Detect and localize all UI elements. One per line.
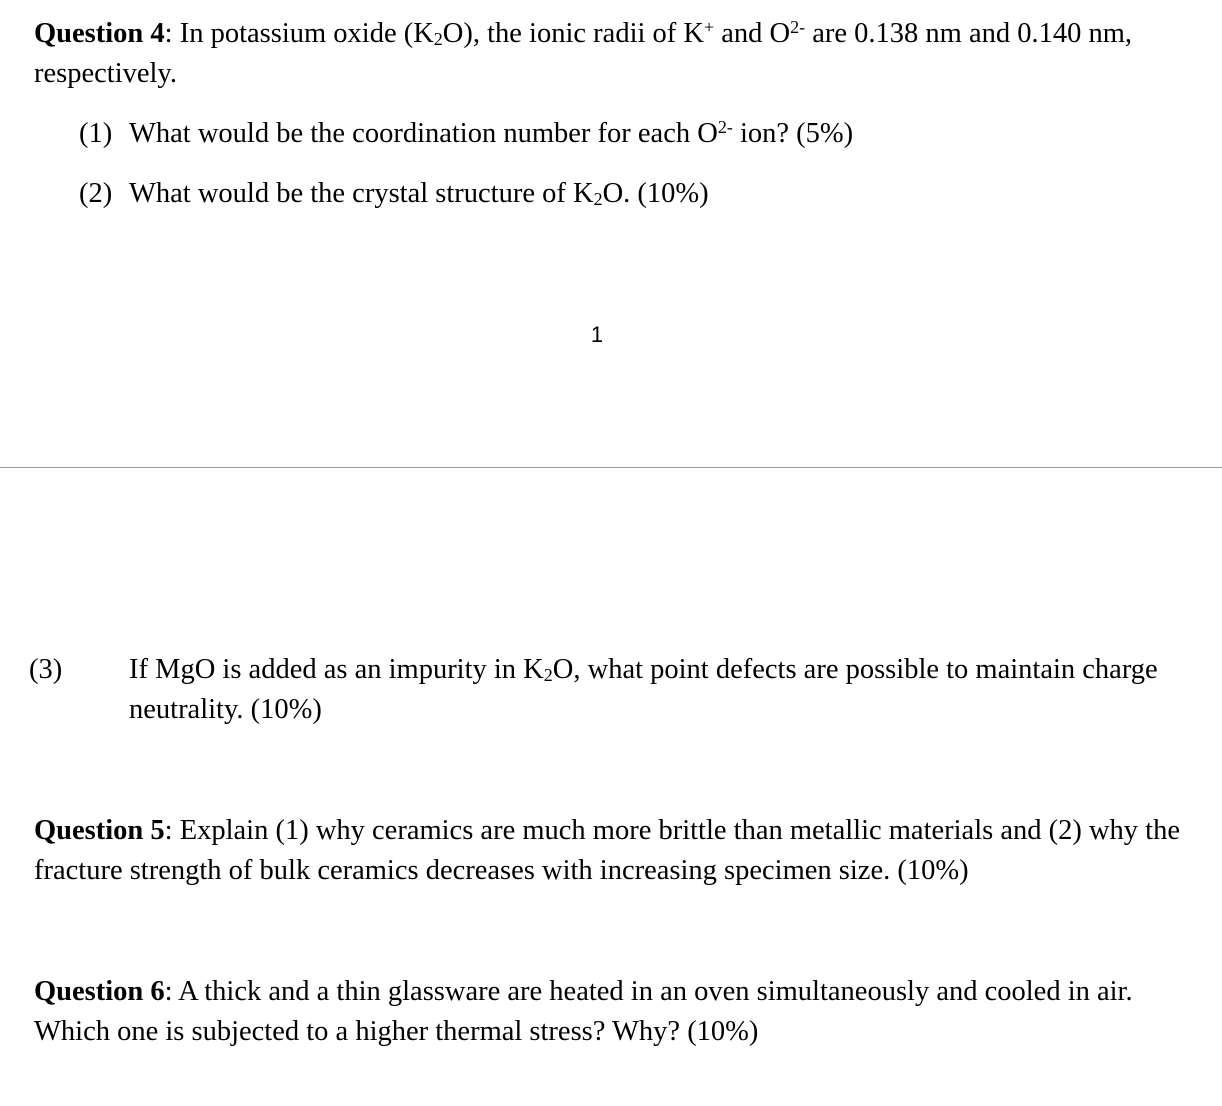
question-6-label: Question 6 — [34, 976, 165, 1007]
page-divider — [0, 467, 1222, 468]
question-4: Question 4: In potassium oxide (K2O), the ionic radii of K+ and $O^{2-}$ are 0.138 nm and 0.140 nm, respectively. — [34, 17, 1133, 89]
part-number: (2) — [79, 178, 113, 209]
question-6: Question 6: A thick and a thin glassware are heated in an oven simultaneously and cooled in air. Which one is subjected to a higher thermal stress? Why? (10%) — [34, 976, 1133, 1047]
question-4-part-1: (1) What would be the coordination number for each $O^{2-}$ ion? (5%) — [79, 114, 1189, 154]
question-4-label: Question 4 — [34, 18, 165, 49]
page-number: 1 — [590, 322, 604, 347]
question-4-part-3: (3) If MgO is added as an impurity in K2O, what point defects are possible to maintain charge neutrality. (10%) — [79, 650, 1222, 730]
part-number: (3) — [29, 654, 63, 685]
question-5: Question 5: Explain (1) why ceramics are much more brittle than metallic materials and (2) why the fracture strength of bulk ceramics decreases with increasing specimen size. (10%) — [34, 815, 1180, 886]
question-5-label: Question 5 — [34, 815, 165, 846]
part-number: (1) — [79, 118, 113, 149]
question-4-part-2: (2) What would be the crystal structure of K2O. (10%) — [79, 174, 1189, 214]
